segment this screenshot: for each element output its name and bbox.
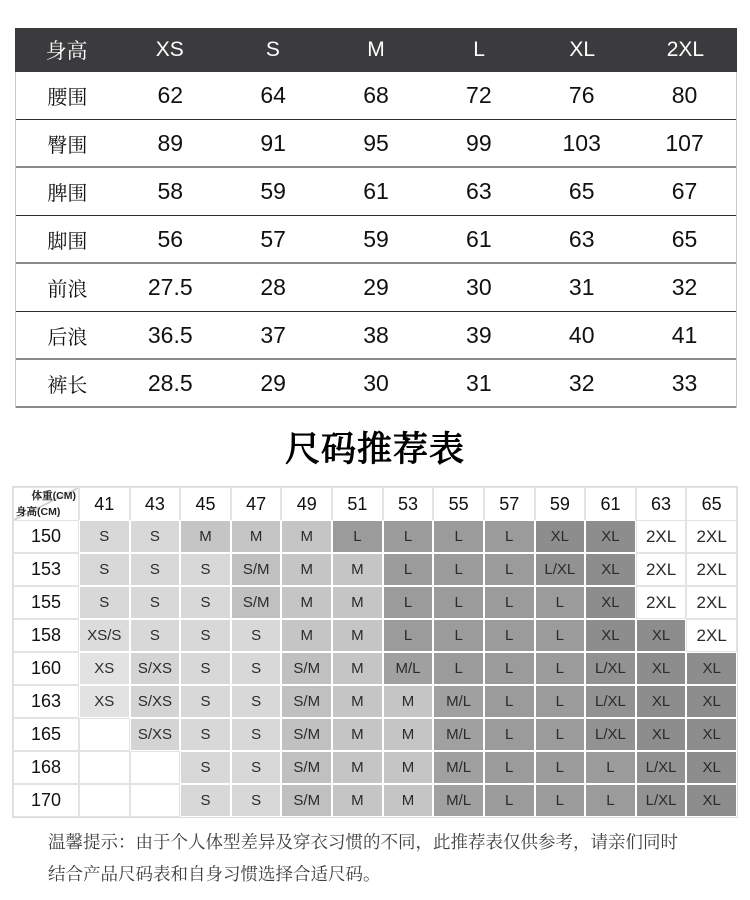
height-header-cell: 165 xyxy=(13,718,79,751)
size-cell: M xyxy=(332,685,383,718)
size-cell: XS xyxy=(79,652,130,685)
weight-header-cell: 51 xyxy=(332,487,383,521)
weight-header-cell: 57 xyxy=(484,487,535,521)
size-cell: XL xyxy=(686,685,737,718)
measurement-value-cell: 64 xyxy=(260,82,286,108)
weight-header-cell: 45 xyxy=(180,487,231,521)
row-label-cell: 臀围 xyxy=(47,134,88,157)
row-label-cell: 腰围 xyxy=(47,87,88,109)
size-cell: S xyxy=(130,553,181,586)
measurement-row xyxy=(16,360,736,408)
size-cell: M xyxy=(332,553,383,586)
measurement-value-cell: 62 xyxy=(157,82,184,108)
row-label-cell: 裤长 xyxy=(47,374,88,397)
height-header-cell: 160 xyxy=(13,652,79,685)
weight-header-cell: 63 xyxy=(636,487,687,521)
measurement-value-cell: 27.5 xyxy=(147,274,193,300)
size-cell: M/L xyxy=(383,652,434,685)
size-cell: L xyxy=(332,520,383,553)
size-cell: L/XL xyxy=(636,751,687,784)
measurement-row xyxy=(16,72,736,120)
size-cell: M xyxy=(281,520,332,553)
size-cell: M/L xyxy=(433,718,484,751)
size-cell: XL xyxy=(686,784,737,817)
height-header-cell: 150 xyxy=(13,520,79,553)
measurement-value-cell: 68 xyxy=(363,82,389,108)
height-axis-label: 身高(CM) xyxy=(16,506,61,518)
size-cell: S xyxy=(231,784,282,817)
size-cell: M xyxy=(281,619,332,652)
row-label-cell: 前浪 xyxy=(47,279,88,301)
size-cell: S xyxy=(79,586,130,619)
measurement-value-cell: 30 xyxy=(466,274,492,300)
measurement-header-cell: XS xyxy=(155,38,184,61)
measurement-value-cell: 65 xyxy=(671,225,698,252)
weight-header-cell: 59 xyxy=(535,487,586,521)
size-cell: S xyxy=(231,718,282,751)
tips-line-2: 结合产品尺码表和自身习惯选择合适尺码。 xyxy=(48,864,381,884)
size-cell: S xyxy=(130,520,181,553)
size-cell: S xyxy=(180,718,231,751)
size-cell: S xyxy=(180,685,231,718)
size-cell: M xyxy=(332,586,383,619)
size-cell: S/M xyxy=(281,685,332,718)
measurement-value-cell: 31 xyxy=(568,274,595,300)
corner-cell xyxy=(13,487,79,521)
measurement-header-cell: S xyxy=(265,38,280,61)
measurement-header-cell: L xyxy=(473,38,485,61)
size-cell: M/L xyxy=(433,685,484,718)
size-cell: M/L xyxy=(433,751,484,784)
size-cell: S xyxy=(180,553,231,586)
size-cell: XS xyxy=(79,685,130,718)
empty-size-cell xyxy=(130,784,181,817)
measurement-value-cell: 103 xyxy=(562,129,601,156)
empty-size-cell xyxy=(79,784,130,817)
size-cell: L xyxy=(484,784,535,817)
size-cell: XL xyxy=(636,652,687,685)
measurement-value-cell: 58 xyxy=(157,178,184,204)
measurement-header-row xyxy=(15,28,737,72)
empty-size-cell xyxy=(79,751,130,784)
size-cell: XL xyxy=(585,619,636,652)
size-cell: XL xyxy=(686,718,737,751)
measurement-value-cell: 65 xyxy=(568,178,595,204)
size-cell: L xyxy=(484,553,535,586)
measurement-value-cell: 37 xyxy=(260,321,286,348)
weight-header-cell: 47 xyxy=(231,487,282,521)
size-cell: M xyxy=(281,586,332,619)
size-cell: XL xyxy=(636,685,687,718)
measurement-value-cell: 95 xyxy=(363,129,389,156)
measurement-value-cell: 31 xyxy=(466,369,492,396)
size-cell: 2XL xyxy=(636,586,687,619)
measurement-value-cell: 56 xyxy=(157,225,184,252)
measurement-value-cell: 32 xyxy=(568,369,595,396)
size-cell: S/M xyxy=(231,586,282,619)
size-cell: L xyxy=(484,685,535,718)
size-cell: S xyxy=(180,652,231,685)
weight-axis-label: 体重(CM) xyxy=(31,490,76,502)
size-cell: L xyxy=(535,619,586,652)
size-cell: S/XS xyxy=(130,685,181,718)
size-cell: S/M xyxy=(281,784,332,817)
measurement-value-cell: 33 xyxy=(671,369,698,396)
height-header-cell: 170 xyxy=(13,784,79,817)
size-cell: L xyxy=(433,619,484,652)
size-cell: M xyxy=(180,520,231,553)
size-cell: S xyxy=(231,685,282,718)
weight-header-cell: 55 xyxy=(433,487,484,521)
size-cell: L xyxy=(585,784,636,817)
size-recommendation-title: 尺码推荐表 xyxy=(284,430,465,469)
size-cell: L xyxy=(535,652,586,685)
size-cell: S xyxy=(231,751,282,784)
size-cell: M xyxy=(281,553,332,586)
size-cell: S/XS xyxy=(130,718,181,751)
measurement-value-cell: 29 xyxy=(260,369,286,396)
size-cell: L xyxy=(383,553,434,586)
measurement-value-cell: 59 xyxy=(363,225,389,252)
measurement-value-cell: 28.5 xyxy=(147,369,193,396)
size-cell: M xyxy=(332,718,383,751)
size-cell: S xyxy=(180,619,231,652)
size-cell: L xyxy=(484,718,535,751)
row-label-cell: 后浪 xyxy=(47,326,88,349)
empty-size-cell xyxy=(79,718,130,751)
weight-header-cell: 49 xyxy=(281,487,332,521)
size-cell: M xyxy=(332,751,383,784)
size-cell: 2XL xyxy=(686,586,737,619)
measurement-value-cell: 57 xyxy=(260,225,286,252)
size-cell: M/L xyxy=(433,784,484,817)
size-cell: S/M xyxy=(281,652,332,685)
measurement-value-cell: 63 xyxy=(568,225,595,252)
size-cell: L xyxy=(433,586,484,619)
size-cell: L xyxy=(535,718,586,751)
height-header-cell: 163 xyxy=(13,685,79,718)
size-cell: L xyxy=(535,784,586,817)
tips-line-1: 温馨提示：由于个人体型差异及穿衣习惯的不同，此推荐表仅供参考，请亲们同时 xyxy=(48,832,678,852)
height-header-cell: 155 xyxy=(13,586,79,619)
size-cell: L xyxy=(433,652,484,685)
size-cell: XL xyxy=(636,718,687,751)
size-cell: L xyxy=(585,751,636,784)
size-cell: L xyxy=(484,520,535,553)
size-cell: M xyxy=(231,520,282,553)
size-cell: 2XL xyxy=(686,553,737,586)
size-cell: M xyxy=(383,751,434,784)
size-cell: S xyxy=(180,751,231,784)
measurement-value-cell: 80 xyxy=(671,82,698,108)
measurement-value-cell: 72 xyxy=(466,82,492,108)
measurement-table xyxy=(15,28,737,408)
size-cell: XL xyxy=(686,751,737,784)
measurement-value-cell: 36.5 xyxy=(147,321,193,348)
size-cell: L xyxy=(433,520,484,553)
row-label-cell: 脾围 xyxy=(47,183,88,205)
size-cell: L xyxy=(484,751,535,784)
measurement-header-cell: M xyxy=(367,38,385,61)
size-cell: 2XL xyxy=(636,520,687,553)
size-cell: S xyxy=(231,652,282,685)
weight-header-cell: 61 xyxy=(585,487,636,521)
row-label-cell: 脚围 xyxy=(47,230,88,253)
size-cell: S/XS xyxy=(130,652,181,685)
size-cell: L xyxy=(535,751,586,784)
size-cell: S/M xyxy=(281,718,332,751)
size-cell: XL xyxy=(585,586,636,619)
measurement-table-body xyxy=(15,72,737,408)
size-cell: S xyxy=(79,553,130,586)
size-cell: M xyxy=(383,784,434,817)
size-cell: XS/S xyxy=(79,619,130,652)
height-header-cell: 158 xyxy=(13,619,79,652)
measurement-value-cell: 99 xyxy=(466,129,492,156)
size-cell: M xyxy=(332,652,383,685)
size-cell: L xyxy=(383,520,434,553)
measurement-value-cell: 28 xyxy=(260,274,286,300)
size-cell: S xyxy=(130,619,181,652)
measurement-row xyxy=(16,120,736,168)
size-cell: L xyxy=(383,619,434,652)
recommend-table xyxy=(12,486,738,818)
size-cell: XL xyxy=(686,652,737,685)
measurement-value-cell: 29 xyxy=(363,274,389,300)
size-cell: S xyxy=(231,619,282,652)
weight-header-cell: 53 xyxy=(383,487,434,521)
size-cell: S/M xyxy=(231,553,282,586)
size-cell: L xyxy=(484,586,535,619)
size-cell: L/XL xyxy=(585,652,636,685)
measurement-header-cell: 身高 xyxy=(45,40,88,63)
measurement-value-cell: 39 xyxy=(466,321,492,348)
size-cell: M xyxy=(383,718,434,751)
size-cell: XL xyxy=(585,520,636,553)
size-cell: S xyxy=(130,586,181,619)
size-cell: L xyxy=(433,553,484,586)
size-cell: L xyxy=(484,619,535,652)
weight-header-cell: 41 xyxy=(79,487,130,521)
size-cell: L/XL xyxy=(585,685,636,718)
measurement-row xyxy=(16,216,736,264)
height-header-cell: 168 xyxy=(13,751,79,784)
measurement-value-cell: 63 xyxy=(466,178,492,204)
size-cell: L xyxy=(535,586,586,619)
size-cell: S xyxy=(79,520,130,553)
size-cell: L/XL xyxy=(636,784,687,817)
size-cell: L/XL xyxy=(585,718,636,751)
measurement-value-cell: 38 xyxy=(363,321,389,348)
size-cell: M xyxy=(332,619,383,652)
size-cell: S xyxy=(180,586,231,619)
size-cell: S/M xyxy=(281,751,332,784)
size-cell: 2XL xyxy=(686,520,737,553)
size-cell: L xyxy=(383,586,434,619)
measurement-value-cell: 76 xyxy=(568,82,595,108)
measurement-value-cell: 41 xyxy=(671,321,698,348)
weight-header-cell: 43 xyxy=(130,487,181,521)
size-cell: L xyxy=(484,652,535,685)
measurement-value-cell: 67 xyxy=(671,178,698,204)
weight-header-cell: 65 xyxy=(686,487,737,521)
measurement-row xyxy=(16,264,736,312)
tips-text xyxy=(48,826,720,890)
measurement-value-cell: 61 xyxy=(363,178,389,204)
measurement-value-cell: 30 xyxy=(363,369,389,396)
size-cell: XL xyxy=(535,520,586,553)
size-cell: XL xyxy=(585,553,636,586)
size-cell: L/XL xyxy=(535,553,586,586)
size-cell: L xyxy=(535,685,586,718)
measurement-row xyxy=(16,312,736,360)
height-header-cell: 153 xyxy=(13,553,79,586)
empty-size-cell xyxy=(130,751,181,784)
size-cell: M xyxy=(383,685,434,718)
measurement-header-cell: 2XL xyxy=(666,38,705,61)
size-cell: M xyxy=(332,784,383,817)
measurement-value-cell: 61 xyxy=(466,225,492,252)
size-cell: 2XL xyxy=(686,619,737,652)
measurement-value-cell: 59 xyxy=(260,178,286,204)
measurement-row xyxy=(16,168,736,216)
measurement-value-cell: 107 xyxy=(665,129,704,156)
size-cell: 2XL xyxy=(636,553,687,586)
measurement-value-cell: 40 xyxy=(568,321,595,348)
measurement-value-cell: 91 xyxy=(260,129,286,156)
size-cell: XL xyxy=(636,619,687,652)
size-cell: S xyxy=(180,784,231,817)
measurement-value-cell: 32 xyxy=(671,274,698,300)
measurement-header-cell: XL xyxy=(569,38,596,61)
measurement-value-cell: 89 xyxy=(157,129,184,156)
